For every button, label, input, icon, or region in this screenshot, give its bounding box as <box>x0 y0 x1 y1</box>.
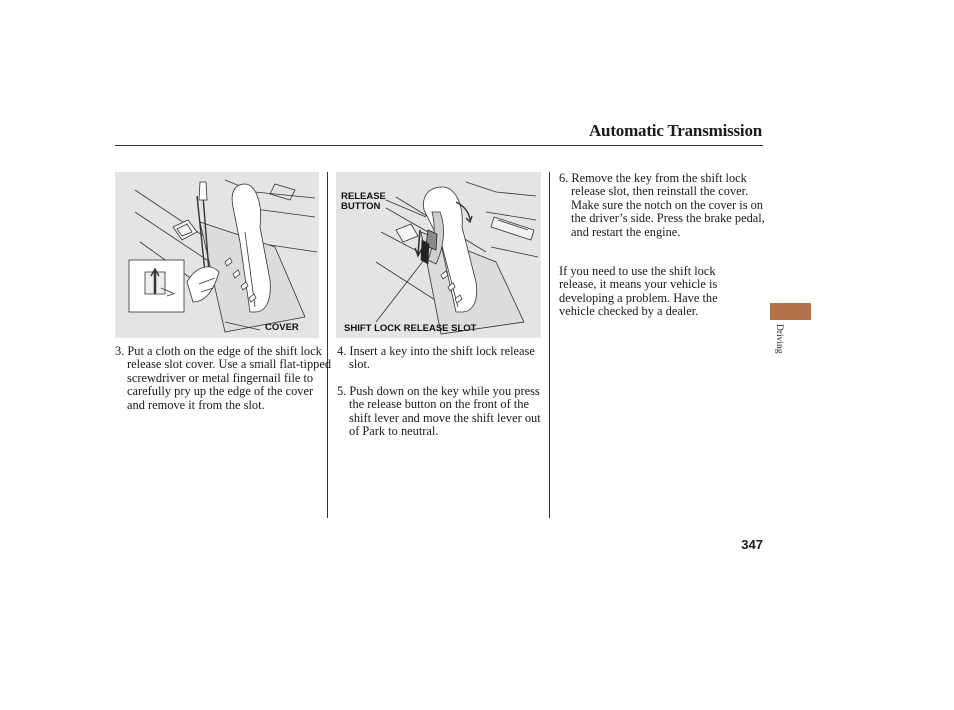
page-number: 347 <box>741 537 763 552</box>
callout-release-button: RELEASE BUTTON <box>341 191 386 212</box>
section-label: Driving <box>774 324 784 354</box>
step-4: 4. Insert a key into the shift lock release slot. <box>337 344 535 372</box>
page-title: Automatic Transmission <box>588 121 762 140</box>
shift-lever-cover-illustration <box>115 172 319 338</box>
section-tab <box>770 303 811 320</box>
callout-shift-lock-release-slot: SHIFT LOCK RELEASE SLOT <box>344 323 477 334</box>
figure-release-slot <box>336 172 541 338</box>
step-6: 6. Remove the key from the shift lock release slot, then reinstall the cover. Make sure the notch on the cover is on the driver’s side. Press the brake pedal, and restart the engine. <box>559 171 765 239</box>
step-3: 3. Put a cloth on the edge of the shift lock release slot cover. Use a small flat-tipped screwdriver or metal fingernail file to carefully pry up the edge of the cover and remove it from the slot. <box>115 344 332 412</box>
figure-cover-removal <box>115 172 319 338</box>
step-5: 5. Push down on the key while you press the release button on the front of the shift lever and move the shift lever out of Park to neutral. <box>337 384 541 439</box>
callout-cover: COVER <box>265 322 299 333</box>
title-divider <box>115 145 763 146</box>
note-paragraph: If you need to use the shift lock release, it means your vehicle is developing a problem. Have the vehicle checked by a dealer. <box>559 264 718 319</box>
